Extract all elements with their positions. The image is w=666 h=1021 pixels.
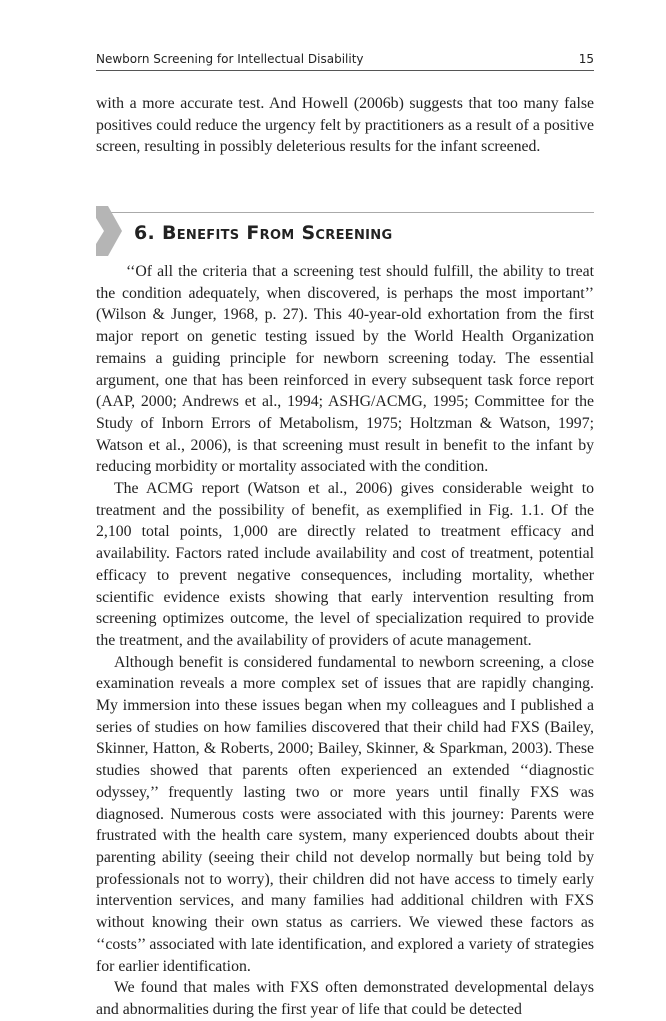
section-paragraph-1: ‘‘Of all the criteria that a screening test should fulfill, the ability to treat the condition adequately, when discovered, is perhaps the most important’’ (Wilson & Junger, 1968, p. 27). This 40-year-old exhortation from the first major report on genetic testing issued by the World Health Organization remains a guiding principle for newborn screening today. The essential argument, one that has been reinforced in every subsequent task force report (AAP, 2000; Andrews et al., 1994; ASHG/ACMG, 1995; Committee for the Study of Inborn Errors of Metabolism, 1975; Holtzman & Watson, 1997; Watson et al., 2006), is that screening must result in benefit to the infant by reducing morbidity or mortality associated with the condition.: [96, 263, 594, 476]
section-paragraph-2: The ACMG report (Watson et al., 2006) gives considerable weight to treatment and the possibility of benefit, as exemplified in Fig. 1.1. Of the 2,100 total points, 1,000 are directly related to treatment efficacy and availability. Factors rated include availability and cost of treatment, potential efficacy to prevent negative consequences, including mortality, whether scientific evidence exists showing that early intervention resulting from screening optimizes outcome, the level of specialization required to provide the treatment, and the availability of providers of acute management.: [96, 480, 594, 649]
section-paragraph-3: Although benefit is considered fundamental to newborn screening, a close examination reveals a more complex set of issues that are rapidly changing. My immersion into these issues began when my colleagues and I published a series of studies on how families discovered that their child had FXS (Bailey, Skinner, Hatton, & Roberts, 2000; Bailey, Skinner, & Sparkman, 2003). These studies showed that parents often experienced an extended ‘‘diagnostic odyssey,’’ frequently lasting two or more years until finally FXS was diagnosed. Numerous costs were associated with this journey: Parents were frustrated with the health care system, many experienced doubts about their parenting ability (seeing their child not develop normally but being told by professionals not to worry), their children did not have access to timely early intervention services, and many families had additional children with FXS without knowing their own status as carriers. We viewed these factors as ‘‘costs’’ associated with late identification, and explored a variety of strategies for earlier identification.: [96, 653, 594, 975]
intro-paragraph: with a more accurate test. And Howell (2006b) suggests that too many false positives could reduce the urgency felt by practitioners as a result of a positive screen, resulting in possibly deleterious results for the infant screened.: [96, 95, 594, 156]
section-heading-block: [96, 212, 594, 260]
page-number: 15: [578, 52, 594, 66]
section-number: 6.: [134, 222, 156, 244]
section-rule: [96, 212, 594, 213]
section-body: [96, 261, 594, 1021]
section-heading: [134, 222, 392, 244]
running-title: Newborn Screening for Intellectual Disability: [96, 52, 364, 66]
section-arrow-icon: [96, 206, 122, 256]
section-title: Benefits From Screening: [161, 222, 393, 244]
header-rule: [96, 70, 594, 71]
section-paragraph-4: We found that males with FXS often demonstrated developmental delays and abnormalities during the first year of life that could be detected: [96, 979, 594, 1018]
intro-paragraph-block: [96, 93, 594, 158]
